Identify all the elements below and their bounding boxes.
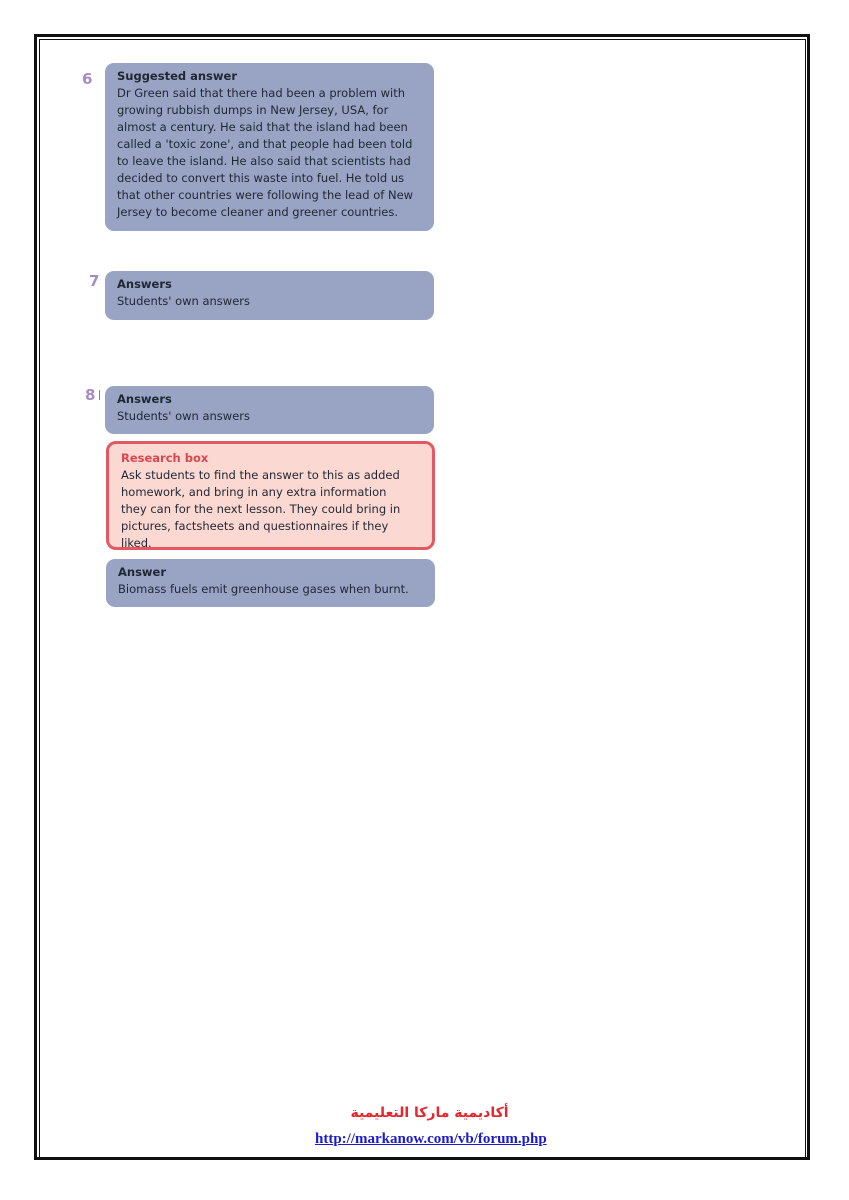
research-box-text: Ask students to find the answer to this as added homework, and bring in any extra information they can for the next lesson. They could bring in pictures, factsheets and questionnaires if they liked.: [121, 468, 401, 550]
item-number-6: 6: [82, 70, 93, 88]
answers-box-7: [105, 271, 434, 320]
margin-tick: [99, 390, 100, 400]
answers-box-8: [105, 386, 434, 434]
item-number-8: 8: [85, 386, 96, 404]
answers-title-7: Answers: [117, 277, 172, 291]
answers-text-7: Students' own answers: [117, 294, 250, 308]
answer-title: Answer: [118, 565, 167, 579]
item-number-7: 7: [89, 272, 100, 290]
suggested-answer-text: Dr Green said that there had been a problem with growing rubbish dumps in New Jersey, USA, for almost a century. He said that the island had been called a 'toxic zone', and that people had been told to leave the island. He also said that scientists had decided to convert this waste into fuel. He told us that other countries were following the lead of New Jersey to become cleaner and greener countries.: [117, 86, 414, 219]
answers-text-8: Students' own answers: [117, 409, 250, 423]
answers-title-8: Answers: [117, 392, 172, 406]
answer-text: Biomass fuels emit greenhouse gases when burnt.: [118, 582, 409, 596]
answer-box: [106, 559, 435, 607]
suggested-answer-title: Suggested answer: [117, 69, 237, 83]
suggested-answer-box: [105, 63, 434, 231]
research-box: [106, 441, 435, 550]
footer-forum-link[interactable]: http://markanow.com/vb/forum.php: [315, 1131, 547, 1147]
research-box-title: Research box: [121, 451, 209, 465]
footer-academy-name: أكاديمية ماركا التعليمية: [350, 1105, 509, 1121]
